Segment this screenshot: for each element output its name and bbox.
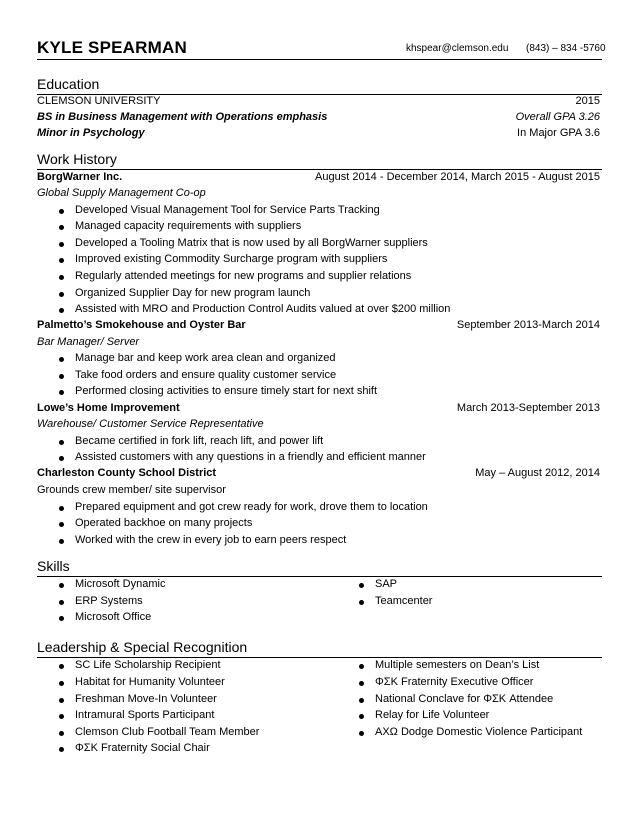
job-dates: August 2014 - December 2014, March 2015 - August 2015 [315, 171, 600, 183]
education-heading: Education [37, 76, 100, 92]
phone-number: (843) – 834 -5760 [526, 43, 606, 54]
job-bullet: Managed capacity requirements with suppliers [59, 220, 301, 232]
job-bullet: Developed Visual Management Tool for Service Parts Tracking [59, 204, 380, 216]
leadership-item: Habitat for Humanity Volunteer [59, 676, 225, 688]
skill-item: SAP [359, 578, 397, 590]
job-title: Grounds crew member/ site supervisor [37, 484, 226, 496]
school-name: CLEMSON UNIVERSITY [37, 95, 161, 107]
work-history-heading: Work History [37, 151, 117, 167]
leadership-item: SC Life Scholarship Recipient [59, 659, 221, 671]
leadership-item: ΦΣΚ Fraternity Social Chair [59, 742, 210, 754]
work-history-divider [37, 169, 602, 170]
job-title: Global Supply Management Co-op [37, 187, 206, 199]
job-company: Palmetto’s Smokehouse and Oyster Bar [37, 319, 246, 331]
job-bullet: Operated backhoe on many projects [59, 517, 252, 529]
job-title: Warehouse/ Customer Service Representative [37, 418, 264, 430]
leadership-item: Clemson Club Football Team Member [59, 726, 259, 738]
graduation-year: 2015 [575, 95, 600, 107]
job-header-row [37, 402, 602, 418]
leadership-item: Multiple semesters on Dean’s List [359, 659, 539, 671]
job-bullet: Regularly attended meetings for new programs and supplier relations [59, 270, 411, 282]
job-bullet: Assisted with MRO and Production Control Audits valued at over $200 million [59, 303, 450, 315]
job-bullet: Performed closing activities to ensure timely start for next shift [59, 385, 377, 397]
job-dates: September 2013-March 2014 [456, 319, 600, 331]
job-title: Bar Manager/ Server [37, 336, 140, 348]
job-header-row [37, 467, 602, 483]
job-company: Lowe’s Home Improvement [37, 402, 180, 414]
education-minor-row [37, 127, 602, 143]
job-bullet: Manage bar and keep work area clean and organized [59, 352, 336, 364]
leadership-item: Relay for Life Volunteer [359, 709, 489, 721]
job-bullet: Worked with the crew in every job to earn peers respect [59, 534, 346, 546]
job-bullet: Prepared equipment and got crew ready for work, drove them to location [59, 501, 428, 513]
leadership-item: ΑΧΩ Dodge Domestic Violence Participant [359, 726, 582, 738]
degree: BS in Business Management with Operations emphasis [37, 111, 328, 123]
job-bullet: Improved existing Commodity Surcharge program with suppliers [59, 253, 387, 265]
skill-item: Microsoft Office [59, 611, 151, 623]
leadership-divider [37, 657, 602, 658]
education-school-row [37, 95, 602, 111]
leadership-item: Intramural Sports Participant [59, 709, 214, 721]
skill-item: Teamcenter [359, 595, 432, 607]
job-bullet: Organized Supplier Day for new program launch [59, 287, 310, 299]
overall-gpa: Overall GPA 3.26 [515, 111, 600, 123]
skill-item: Microsoft Dynamic [59, 578, 165, 590]
job-header-row [37, 319, 602, 335]
job-bullet: Developed a Tooling Matrix that is now used by all BorgWarner suppliers [59, 237, 428, 249]
applicant-name: KYLE SPEARMAN [37, 38, 187, 57]
leadership-heading: Leadership & Special Recognition [37, 639, 248, 655]
leadership-item: Freshman Move-In Volunteer [59, 693, 217, 705]
job-bullet: Assisted customers with any questions in a friendly and efficient manner [59, 451, 426, 463]
email-address: khspear@clemson.edu [406, 43, 509, 54]
skills-divider [37, 576, 602, 577]
job-company: BorgWarner Inc. [37, 171, 123, 183]
header-divider [37, 59, 602, 60]
major-gpa: In Major GPA 3.6 [517, 127, 600, 139]
job-header-row [37, 171, 602, 187]
skills-heading: Skills [37, 558, 70, 574]
job-bullet: Take food orders and ensure quality customer service [59, 369, 336, 381]
job-dates: March 2013-September 2013 [456, 402, 600, 414]
minor: Minor in Psychology [37, 127, 145, 139]
leadership-item: ΦΣΚ Fraternity Executive Officer [359, 676, 533, 688]
leadership-item: National Conclave for ΦΣΚ Attendee [359, 693, 553, 705]
job-bullet: Became certified in fork lift, reach lift, and power lift [59, 435, 323, 447]
job-dates: May – August 2012, 2014 [475, 467, 600, 479]
skill-item: ERP Systems [59, 595, 143, 607]
job-company: Charleston County School District [37, 467, 217, 479]
education-degree-row [37, 111, 602, 127]
